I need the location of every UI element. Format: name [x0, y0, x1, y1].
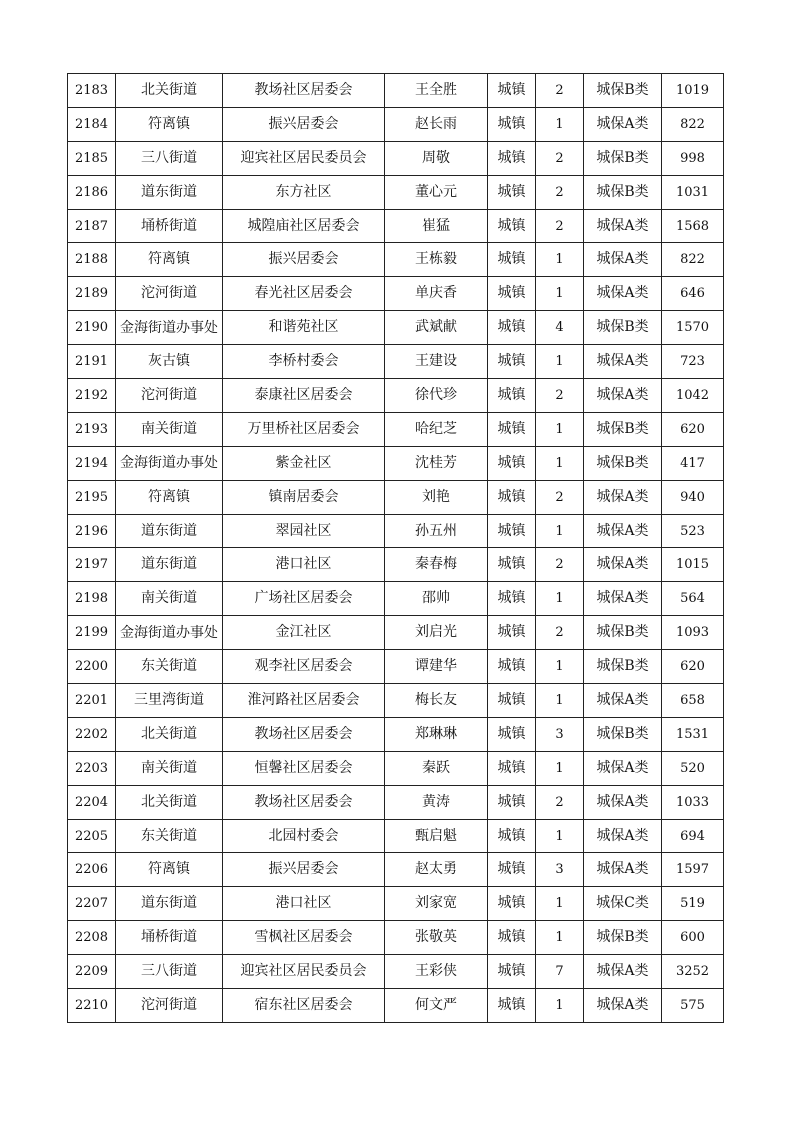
household-size-cell: 1	[536, 650, 584, 684]
name-cell: 王彩侠	[385, 955, 488, 989]
row-number-cell: 2207	[68, 887, 116, 921]
row-number-cell: 2199	[68, 616, 116, 650]
street-cell: 符离镇	[116, 853, 223, 887]
household-size-cell: 1	[536, 684, 584, 718]
name-cell: 赵长雨	[385, 107, 488, 141]
name-cell: 谭建华	[385, 650, 488, 684]
insurance-class-cell: 城保A类	[584, 989, 662, 1023]
table-row	[68, 311, 724, 345]
name-cell: 崔猛	[385, 209, 488, 243]
table-row	[68, 717, 724, 751]
insurance-class-cell: 城保A类	[584, 853, 662, 887]
name-cell: 刘艳	[385, 480, 488, 514]
row-number-cell: 2183	[68, 74, 116, 108]
amount-cell: 1019	[662, 74, 724, 108]
community-cell: 万里桥社区居委会	[223, 412, 385, 446]
name-cell: 何文严	[385, 989, 488, 1023]
household-size-cell: 1	[536, 751, 584, 785]
community-cell: 泰康社区居委会	[223, 379, 385, 413]
amount-cell: 822	[662, 107, 724, 141]
household-size-cell: 2	[536, 548, 584, 582]
street-cell: 南关街道	[116, 582, 223, 616]
row-number-cell: 2204	[68, 785, 116, 819]
insurance-class-cell: 城保B类	[584, 74, 662, 108]
household-size-cell: 1	[536, 277, 584, 311]
insurance-class-cell: 城保A类	[584, 751, 662, 785]
amount-cell: 1531	[662, 717, 724, 751]
area-type-cell: 城镇	[488, 107, 536, 141]
community-cell: 港口社区	[223, 548, 385, 582]
name-cell: 王栋毅	[385, 243, 488, 277]
amount-cell: 575	[662, 989, 724, 1023]
area-type-cell: 城镇	[488, 751, 536, 785]
street-cell: 道东街道	[116, 175, 223, 209]
row-number-cell: 2184	[68, 107, 116, 141]
insurance-class-cell: 城保B类	[584, 311, 662, 345]
street-cell: 沱河街道	[116, 277, 223, 311]
area-type-cell: 城镇	[488, 446, 536, 480]
row-number-cell: 2191	[68, 345, 116, 379]
community-cell: 宿东社区居委会	[223, 989, 385, 1023]
area-type-cell: 城镇	[488, 345, 536, 379]
name-cell: 张敬英	[385, 921, 488, 955]
name-cell: 武斌献	[385, 311, 488, 345]
amount-cell: 694	[662, 819, 724, 853]
name-cell: 秦跃	[385, 751, 488, 785]
community-cell: 振兴居委会	[223, 243, 385, 277]
street-cell: 金海街道办事处	[116, 311, 223, 345]
area-type-cell: 城镇	[488, 514, 536, 548]
street-cell: 道东街道	[116, 514, 223, 548]
row-number-cell: 2210	[68, 989, 116, 1023]
area-type-cell: 城镇	[488, 277, 536, 311]
name-cell: 黄涛	[385, 785, 488, 819]
community-cell: 迎宾社区居民委员会	[223, 955, 385, 989]
household-size-cell: 2	[536, 209, 584, 243]
community-cell: 港口社区	[223, 887, 385, 921]
community-cell: 淮河路社区居委会	[223, 684, 385, 718]
table-row	[68, 819, 724, 853]
table-row	[68, 853, 724, 887]
household-size-cell: 3	[536, 853, 584, 887]
insurance-class-cell: 城保B类	[584, 921, 662, 955]
table-row	[68, 277, 724, 311]
table-row	[68, 175, 724, 209]
row-number-cell: 2194	[68, 446, 116, 480]
household-size-cell: 1	[536, 345, 584, 379]
roster-table	[67, 73, 724, 1023]
area-type-cell: 城镇	[488, 548, 536, 582]
area-type-cell: 城镇	[488, 853, 536, 887]
insurance-class-cell: 城保B类	[584, 141, 662, 175]
area-type-cell: 城镇	[488, 717, 536, 751]
household-size-cell: 1	[536, 989, 584, 1023]
table-row	[68, 650, 724, 684]
community-cell: 广场社区居委会	[223, 582, 385, 616]
table-row	[68, 107, 724, 141]
area-type-cell: 城镇	[488, 616, 536, 650]
table-row	[68, 243, 724, 277]
street-cell: 南关街道	[116, 412, 223, 446]
row-number-cell: 2209	[68, 955, 116, 989]
household-size-cell: 2	[536, 141, 584, 175]
street-cell: 北关街道	[116, 717, 223, 751]
area-type-cell: 城镇	[488, 412, 536, 446]
table-row	[68, 412, 724, 446]
row-number-cell: 2202	[68, 717, 116, 751]
amount-cell: 723	[662, 345, 724, 379]
household-size-cell: 1	[536, 582, 584, 616]
table-row	[68, 74, 724, 108]
table-row	[68, 785, 724, 819]
insurance-class-cell: 城保A类	[584, 345, 662, 379]
household-size-cell: 7	[536, 955, 584, 989]
community-cell: 教场社区居委会	[223, 717, 385, 751]
amount-cell: 646	[662, 277, 724, 311]
street-cell: 北关街道	[116, 785, 223, 819]
insurance-class-cell: 城保A类	[584, 819, 662, 853]
community-cell: 恒馨社区居委会	[223, 751, 385, 785]
row-number-cell: 2196	[68, 514, 116, 548]
row-number-cell: 2185	[68, 141, 116, 175]
area-type-cell: 城镇	[488, 989, 536, 1023]
table-row	[68, 582, 724, 616]
insurance-class-cell: 城保A类	[584, 480, 662, 514]
amount-cell: 600	[662, 921, 724, 955]
area-type-cell: 城镇	[488, 175, 536, 209]
row-number-cell: 2201	[68, 684, 116, 718]
amount-cell: 1597	[662, 853, 724, 887]
name-cell: 王建设	[385, 345, 488, 379]
amount-cell: 1015	[662, 548, 724, 582]
insurance-class-cell: 城保B类	[584, 650, 662, 684]
community-cell: 城隍庙社区居委会	[223, 209, 385, 243]
name-cell: 董心元	[385, 175, 488, 209]
insurance-class-cell: 城保B类	[584, 412, 662, 446]
area-type-cell: 城镇	[488, 650, 536, 684]
name-cell: 哈纪芝	[385, 412, 488, 446]
amount-cell: 822	[662, 243, 724, 277]
community-cell: 翠园社区	[223, 514, 385, 548]
table-row	[68, 514, 724, 548]
insurance-class-cell: 城保A类	[584, 548, 662, 582]
household-size-cell: 4	[536, 311, 584, 345]
table-row	[68, 684, 724, 718]
insurance-class-cell: 城保B类	[584, 616, 662, 650]
street-cell: 三里湾街道	[116, 684, 223, 718]
household-size-cell: 1	[536, 921, 584, 955]
row-number-cell: 2205	[68, 819, 116, 853]
street-cell: 北关街道	[116, 74, 223, 108]
street-cell: 灰古镇	[116, 345, 223, 379]
area-type-cell: 城镇	[488, 209, 536, 243]
insurance-class-cell: 城保B类	[584, 446, 662, 480]
row-number-cell: 2192	[68, 379, 116, 413]
name-cell: 周敬	[385, 141, 488, 175]
row-number-cell: 2187	[68, 209, 116, 243]
household-size-cell: 2	[536, 175, 584, 209]
insurance-class-cell: 城保A类	[584, 209, 662, 243]
amount-cell: 1042	[662, 379, 724, 413]
table-row	[68, 955, 724, 989]
street-cell: 道东街道	[116, 548, 223, 582]
community-cell: 观李社区居委会	[223, 650, 385, 684]
table-row	[68, 548, 724, 582]
row-number-cell: 2189	[68, 277, 116, 311]
household-size-cell: 2	[536, 379, 584, 413]
table-row	[68, 616, 724, 650]
insurance-class-cell: 城保A类	[584, 785, 662, 819]
street-cell: 道东街道	[116, 887, 223, 921]
community-cell: 振兴居委会	[223, 853, 385, 887]
area-type-cell: 城镇	[488, 480, 536, 514]
street-cell: 南关街道	[116, 751, 223, 785]
amount-cell: 998	[662, 141, 724, 175]
household-size-cell: 1	[536, 446, 584, 480]
table-row	[68, 209, 724, 243]
name-cell: 郑琳琳	[385, 717, 488, 751]
street-cell: 符离镇	[116, 107, 223, 141]
community-cell: 紫金社区	[223, 446, 385, 480]
amount-cell: 417	[662, 446, 724, 480]
area-type-cell: 城镇	[488, 379, 536, 413]
street-cell: 埇桥街道	[116, 921, 223, 955]
roster-body	[68, 74, 724, 1023]
table-row	[68, 141, 724, 175]
name-cell: 赵太勇	[385, 853, 488, 887]
name-cell: 甄启魁	[385, 819, 488, 853]
row-number-cell: 2198	[68, 582, 116, 616]
amount-cell: 1031	[662, 175, 724, 209]
community-cell: 迎宾社区居民委员会	[223, 141, 385, 175]
name-cell: 徐代珍	[385, 379, 488, 413]
amount-cell: 520	[662, 751, 724, 785]
community-cell: 教场社区居委会	[223, 785, 385, 819]
street-cell: 符离镇	[116, 243, 223, 277]
community-cell: 李桥村委会	[223, 345, 385, 379]
household-size-cell: 1	[536, 887, 584, 921]
street-cell: 埇桥街道	[116, 209, 223, 243]
area-type-cell: 城镇	[488, 243, 536, 277]
name-cell: 梅长友	[385, 684, 488, 718]
street-cell: 金海街道办事处	[116, 446, 223, 480]
area-type-cell: 城镇	[488, 582, 536, 616]
row-number-cell: 2203	[68, 751, 116, 785]
area-type-cell: 城镇	[488, 311, 536, 345]
name-cell: 单庆香	[385, 277, 488, 311]
amount-cell: 1093	[662, 616, 724, 650]
area-type-cell: 城镇	[488, 921, 536, 955]
amount-cell: 3252	[662, 955, 724, 989]
name-cell: 刘启光	[385, 616, 488, 650]
row-number-cell: 2188	[68, 243, 116, 277]
household-size-cell: 1	[536, 819, 584, 853]
community-cell: 北园村委会	[223, 819, 385, 853]
area-type-cell: 城镇	[488, 819, 536, 853]
row-number-cell: 2200	[68, 650, 116, 684]
name-cell: 沈桂芳	[385, 446, 488, 480]
household-size-cell: 2	[536, 785, 584, 819]
street-cell: 三八街道	[116, 141, 223, 175]
amount-cell: 519	[662, 887, 724, 921]
table-row	[68, 446, 724, 480]
amount-cell: 1568	[662, 209, 724, 243]
amount-cell: 523	[662, 514, 724, 548]
insurance-class-cell: 城保C类	[584, 887, 662, 921]
household-size-cell: 3	[536, 717, 584, 751]
insurance-class-cell: 城保B类	[584, 717, 662, 751]
insurance-class-cell: 城保A类	[584, 955, 662, 989]
name-cell: 王全胜	[385, 74, 488, 108]
household-size-cell: 2	[536, 480, 584, 514]
area-type-cell: 城镇	[488, 74, 536, 108]
community-cell: 雪枫社区居委会	[223, 921, 385, 955]
street-cell: 金海街道办事处	[116, 616, 223, 650]
insurance-class-cell: 城保B类	[584, 175, 662, 209]
street-cell: 东关街道	[116, 819, 223, 853]
insurance-class-cell: 城保A类	[584, 243, 662, 277]
table-row	[68, 921, 724, 955]
insurance-class-cell: 城保A类	[584, 277, 662, 311]
community-cell: 镇南居委会	[223, 480, 385, 514]
amount-cell: 564	[662, 582, 724, 616]
name-cell: 秦春梅	[385, 548, 488, 582]
insurance-class-cell: 城保A类	[584, 379, 662, 413]
street-cell: 三八街道	[116, 955, 223, 989]
household-size-cell: 1	[536, 243, 584, 277]
community-cell: 春光社区居委会	[223, 277, 385, 311]
table-row	[68, 379, 724, 413]
household-size-cell: 2	[536, 74, 584, 108]
name-cell: 孙五州	[385, 514, 488, 548]
area-type-cell: 城镇	[488, 887, 536, 921]
name-cell: 邵帅	[385, 582, 488, 616]
name-cell: 刘家宽	[385, 887, 488, 921]
table-row	[68, 480, 724, 514]
street-cell: 符离镇	[116, 480, 223, 514]
household-size-cell: 2	[536, 616, 584, 650]
row-number-cell: 2186	[68, 175, 116, 209]
community-cell: 振兴居委会	[223, 107, 385, 141]
area-type-cell: 城镇	[488, 141, 536, 175]
community-cell: 东方社区	[223, 175, 385, 209]
table-row	[68, 345, 724, 379]
area-type-cell: 城镇	[488, 955, 536, 989]
household-size-cell: 1	[536, 107, 584, 141]
row-number-cell: 2195	[68, 480, 116, 514]
table-row	[68, 887, 724, 921]
community-cell: 教场社区居委会	[223, 74, 385, 108]
community-cell: 金江社区	[223, 616, 385, 650]
row-number-cell: 2193	[68, 412, 116, 446]
amount-cell: 940	[662, 480, 724, 514]
insurance-class-cell: 城保A类	[584, 107, 662, 141]
community-cell: 和谐苑社区	[223, 311, 385, 345]
insurance-class-cell: 城保A类	[584, 514, 662, 548]
household-size-cell: 1	[536, 514, 584, 548]
street-cell: 沱河街道	[116, 989, 223, 1023]
row-number-cell: 2197	[68, 548, 116, 582]
amount-cell: 658	[662, 684, 724, 718]
amount-cell: 620	[662, 650, 724, 684]
area-type-cell: 城镇	[488, 684, 536, 718]
row-number-cell: 2190	[68, 311, 116, 345]
amount-cell: 1033	[662, 785, 724, 819]
insurance-class-cell: 城保A类	[584, 582, 662, 616]
table-row	[68, 989, 724, 1023]
amount-cell: 1570	[662, 311, 724, 345]
row-number-cell: 2206	[68, 853, 116, 887]
table-row	[68, 751, 724, 785]
household-size-cell: 1	[536, 412, 584, 446]
street-cell: 沱河街道	[116, 379, 223, 413]
amount-cell: 620	[662, 412, 724, 446]
street-cell: 东关街道	[116, 650, 223, 684]
row-number-cell: 2208	[68, 921, 116, 955]
insurance-class-cell: 城保A类	[584, 684, 662, 718]
area-type-cell: 城镇	[488, 785, 536, 819]
